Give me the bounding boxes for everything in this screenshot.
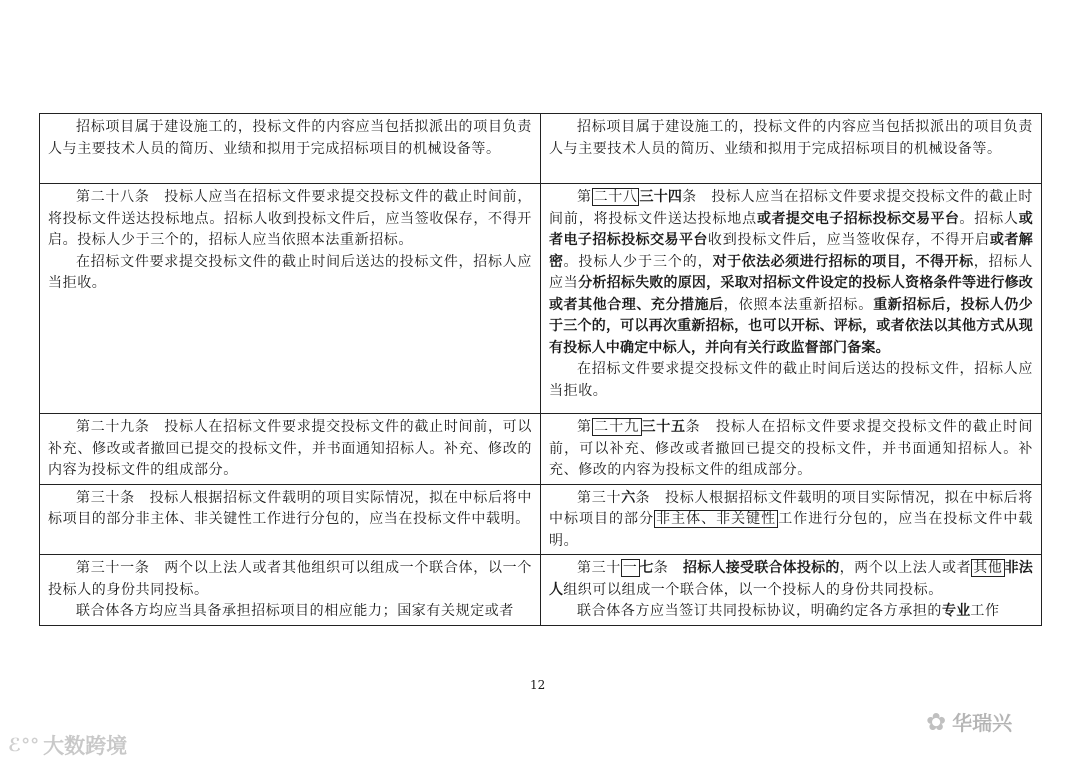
text-segment: 工作进行分包的，应当在投标文件中载明。 — [549, 511, 1033, 549]
added-text: 三十四 — [639, 189, 683, 205]
deleted-text: 二十九 — [594, 419, 640, 435]
added-text: 重新招标后，投标人仍少于三个的，可以再次重新招标，也可以开标、评标，或者依法以其他方式从现有投标人中确定中标人，并向有关行政监督部门备案。 — [549, 296, 1033, 356]
text-segment: ，招标人应当 — [549, 253, 1034, 291]
revised-text-cell — [541, 555, 1042, 626]
revised-text-cell — [541, 114, 1042, 184]
added-text: 六 — [621, 489, 636, 506]
added-text: 或者电子招标投标交易平台 — [549, 210, 1033, 248]
added-text: 招标人接受联合体投标的 — [683, 560, 840, 576]
text-segment: 组织可以组成一个联合体，以一个投标人的身份共同投标。 — [563, 581, 943, 598]
text-segment: 。投标人少于三个的， — [563, 253, 713, 270]
table-row — [40, 184, 1042, 414]
article-paragraph — [48, 187, 532, 252]
article-paragraph — [549, 187, 1033, 359]
text-segment: 工作 — [970, 603, 1000, 619]
text-segment: 条 投标人根据招标文件载明的项目实际情况，拟在中标后将中标项目的部分 — [549, 489, 1033, 527]
revised-text-cell — [541, 414, 1042, 485]
added-text: 专业 — [942, 603, 971, 619]
comparison-table — [39, 113, 1042, 626]
original-text-cell — [40, 555, 541, 626]
table-row — [40, 484, 1042, 555]
added-text: 三十五 — [641, 419, 686, 435]
text-segment: 招标项目属于建设施工的，投标文件的内容应当包括拟派出的项目负责人与主要技术人员的简历、业绩和拟用于完成招标项目的机械设备等。 — [48, 119, 532, 157]
text-segment: 条 投标人在招标文件要求提交投标文件的截止时间前，可以补充、修改或者撤回已提交的投标文件，并书面通知招标人。补充、修改的内容为投标文件的组成部分。 — [549, 419, 1033, 478]
table-row — [40, 414, 1042, 485]
deleted-text: 二十八 — [593, 189, 638, 205]
deleted-text: 非主体、非关键性 — [656, 511, 777, 527]
added-text: 非法人 — [549, 560, 1033, 598]
article-paragraph — [549, 558, 1033, 601]
text-segment: 第三十 — [577, 489, 622, 506]
text-segment: 条 投标人应当在招标文件要求提交投标文件的截止时间前，将投标文件送达投标地点 — [549, 189, 1033, 227]
article-paragraph — [48, 117, 532, 160]
text-segment: 招标项目属于建设施工的，投标文件的内容应当包括拟派出的项目负责人与主要技术人员的简历、业绩和拟用于完成招标项目的机械设备等。 — [549, 119, 1033, 157]
original-text-cell — [40, 484, 541, 555]
wechat-icon: ✿ — [926, 707, 947, 736]
text-segment: 。招标人 — [959, 210, 1019, 227]
original-text-cell — [40, 414, 541, 485]
watermark-huaruixing — [926, 707, 1012, 736]
table-row — [40, 114, 1042, 184]
text-segment: 第三十 — [577, 560, 621, 576]
revised-text-cell — [541, 484, 1042, 555]
article-paragraph — [549, 359, 1033, 402]
article-paragraph — [48, 558, 532, 601]
article-paragraph — [549, 117, 1033, 160]
text-segment: 联合体各方均应当具备承担招标项目的相应能力；国家有关规定或者 — [76, 603, 514, 619]
text-segment: 收到投标文件后，应当签收保存，不得开启 — [707, 232, 990, 248]
table-row — [40, 555, 1042, 626]
deleted-text: 一 — [622, 560, 638, 576]
text-segment: ，两个以上法人或者 — [839, 560, 972, 576]
article-paragraph — [549, 488, 1033, 553]
added-text: 对于依法必须进行招标的项目，不得开标 — [712, 253, 974, 270]
revised-text-cell — [541, 184, 1042, 414]
text-segment: 条 — [653, 560, 684, 576]
watermark-left-text: 大数跨境 — [43, 734, 128, 758]
text-segment: 第三十条 投标人根据招标文件载明的项目实际情况，拟在中标后将中标项目的部分非主体、非关键性工作进行分包的，应当在投标文件中载明。 — [48, 489, 532, 527]
brand-logo-icon: ℰ°° — [8, 734, 40, 756]
text-segment: 第 — [577, 189, 592, 205]
added-text: 或者提交电子招标投标交易平台 — [756, 210, 960, 227]
text-segment: ，依照本法重新招标。 — [723, 296, 874, 313]
text-segment: 在招标文件要求提交投标文件的截止时间后送达的投标文件，招标人应当拒收。 — [549, 361, 1033, 399]
article-paragraph — [48, 601, 532, 623]
article-paragraph — [549, 417, 1033, 482]
watermark-right-text: 华瑞兴 — [952, 711, 1013, 735]
watermark-dashujukuajing — [8, 730, 127, 760]
deleted-text: 其他 — [973, 560, 1003, 576]
article-paragraph — [48, 488, 532, 531]
text-segment: 第三十一条 两个以上法人或者其他组织可以组成一个联合体，以一个投标人的身份共同投标。 — [48, 560, 532, 598]
article-paragraph — [48, 252, 532, 295]
added-text: 或者解密 — [549, 232, 1033, 270]
text-segment: 第二十九条 投标人在招标文件要求提交投标文件的截止时间前，可以补充、修改或者撤回已提交的投标文件，并书面通知招标人。补充、修改的内容为投标文件的组成部分。 — [48, 419, 532, 478]
added-text: 七 — [639, 560, 654, 576]
article-paragraph — [549, 601, 1033, 623]
text-segment: 第 — [577, 419, 593, 435]
page-number: 12 — [530, 678, 546, 692]
original-text-cell — [40, 114, 541, 184]
text-segment: 联合体各方应当签订共同投标协议，明确约定各方承担的 — [577, 603, 942, 619]
text-segment: 第二十八条 投标人应当在招标文件要求提交投标文件的截止时间前，将投标文件送达投标地点。招标人收到投标文件后，应当签收保存，不得开启。投标人少于三个的，招标人应当依照本法重新招标。 — [48, 189, 532, 248]
original-text-cell — [40, 184, 541, 414]
article-paragraph — [48, 417, 532, 482]
text-segment: 在招标文件要求提交投标文件的截止时间后送达的投标文件，招标人应当拒收。 — [48, 253, 532, 291]
added-text: 分析招标失败的原因，采取对招标文件设定的投标人资格条件等进行修改或者其他合理、充分措施后 — [549, 275, 1033, 313]
